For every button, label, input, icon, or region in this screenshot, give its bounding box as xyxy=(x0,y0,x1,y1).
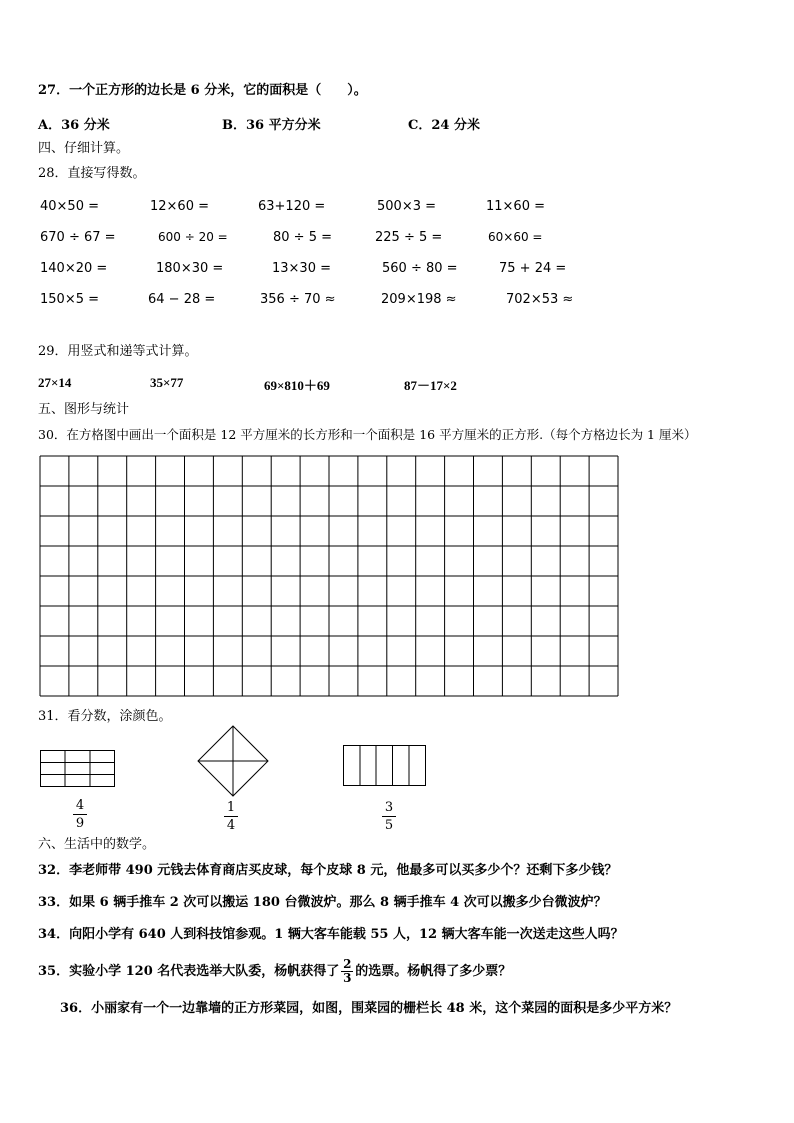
question-27-stem: 27．一个正方形的边长是 6 分米，它的面积是（ ）。 xyxy=(38,83,367,98)
question-35-text xyxy=(38,958,511,985)
calc-item: 13×30 = xyxy=(272,261,332,276)
rectangle-ninths-figure xyxy=(40,750,116,788)
fraction-label xyxy=(221,800,241,833)
section-6-heading: 六、生活中的数学。 xyxy=(38,837,156,852)
question-29-title: 29．用竖式和递等式计算。 xyxy=(38,344,198,359)
question-31-title: 31．看分数，涂颜色。 xyxy=(38,709,172,724)
calc-item: 600 ÷ 20 = xyxy=(158,230,228,244)
vertical-calc-item: 35×77 xyxy=(150,375,184,390)
fraction-numerator: 1 xyxy=(226,800,236,815)
calc-item: 209×198 ≈ xyxy=(381,292,457,307)
question-30-text: 30．在方格图中画出一个面积是 12 平方厘米的长方形和一个面积是 16 平方厘米的正方形.（每个方格边长为 1 厘米） xyxy=(38,427,697,442)
q27-option-c: C．24 分米 xyxy=(408,118,480,133)
fraction-label xyxy=(70,798,90,831)
q27-option-a: A．36 分米 xyxy=(38,118,110,133)
fraction-label xyxy=(379,800,399,833)
vertical-calc-item: 69×810＋69 xyxy=(264,378,330,393)
calc-item: 356 ÷ 70 ≈ xyxy=(260,292,336,307)
calc-item: 560 ÷ 80 = xyxy=(382,261,458,276)
question-33-text: 33．如果 6 辆手推车 2 次可以搬运 180 台微波炉。那么 8 辆手推车 4 次可以搬多少台微波炉？ xyxy=(38,895,607,910)
calc-item: 180×30 = xyxy=(156,261,224,276)
fraction-numerator: 3 xyxy=(384,800,394,815)
fraction-denominator: 3 xyxy=(343,971,352,985)
calc-item: 670 ÷ 67 = xyxy=(40,230,116,245)
fraction-bar xyxy=(382,816,396,817)
section-4-heading: 四、仔细计算。 xyxy=(38,141,130,156)
q27-option-b: B．36 平方分米 xyxy=(222,118,321,133)
fraction-numerator: 2 xyxy=(343,957,352,971)
inline-fraction xyxy=(341,958,353,985)
fraction-denominator: 4 xyxy=(226,818,236,833)
calc-item: 12×60 = xyxy=(150,199,210,214)
calc-item: 75 + 24 = xyxy=(499,261,567,276)
calc-item: 64 − 28 = xyxy=(148,292,216,307)
question-35-before: 35．实验小学 120 名代表选举大队委，杨帆获得了 xyxy=(38,964,340,979)
calc-item: 80 ÷ 5 = xyxy=(273,230,332,245)
question-35-after: 的选票。杨帆得了多少票？ xyxy=(355,964,512,979)
fraction-bar xyxy=(224,816,238,817)
question-34-text: 34．向阳小学有 640 人到科技馆参观。1 辆大客车能载 55 人，12 辆大客车能一次送走这些人吗？ xyxy=(38,927,624,942)
calc-item: 60×60 = xyxy=(488,230,543,244)
rectangle-fifths-figure xyxy=(343,745,427,787)
square-grid xyxy=(39,455,619,697)
calc-item: 140×20 = xyxy=(40,261,108,276)
question-32-text: 32．李老师带 490 元钱去体育商店买皮球，每个皮球 8 元，他最多可以买多少个？还剩下多少钱？ xyxy=(38,863,618,878)
calc-item: 63+120 = xyxy=(258,199,326,214)
calc-item: 150×5 = xyxy=(40,292,100,307)
calc-item: 702×53 ≈ xyxy=(506,292,574,307)
question-36-text: 36．小丽家有一个一边靠墙的正方形菜园，如图，围菜园的栅栏长 48 米，这个菜园的面积是多少平方米？ xyxy=(60,1001,678,1016)
fraction-denominator: 5 xyxy=(384,818,394,833)
calc-item: 500×3 = xyxy=(377,199,437,214)
fraction-bar xyxy=(73,814,87,815)
section-5-heading: 五、图形与统计 xyxy=(38,402,130,417)
calc-item: 11×60 = xyxy=(486,199,546,214)
vertical-calc-item: 87－17×2 xyxy=(404,378,457,393)
calc-item: 225 ÷ 5 = xyxy=(375,230,443,245)
question-28-title: 28．直接写得数。 xyxy=(38,166,146,181)
vertical-calc-item: 27×14 xyxy=(38,375,72,390)
fraction-denominator: 9 xyxy=(75,816,85,831)
fraction-numerator: 4 xyxy=(75,798,85,813)
diamond-quarters-figure xyxy=(197,725,269,797)
calc-item: 40×50 = xyxy=(40,199,100,214)
